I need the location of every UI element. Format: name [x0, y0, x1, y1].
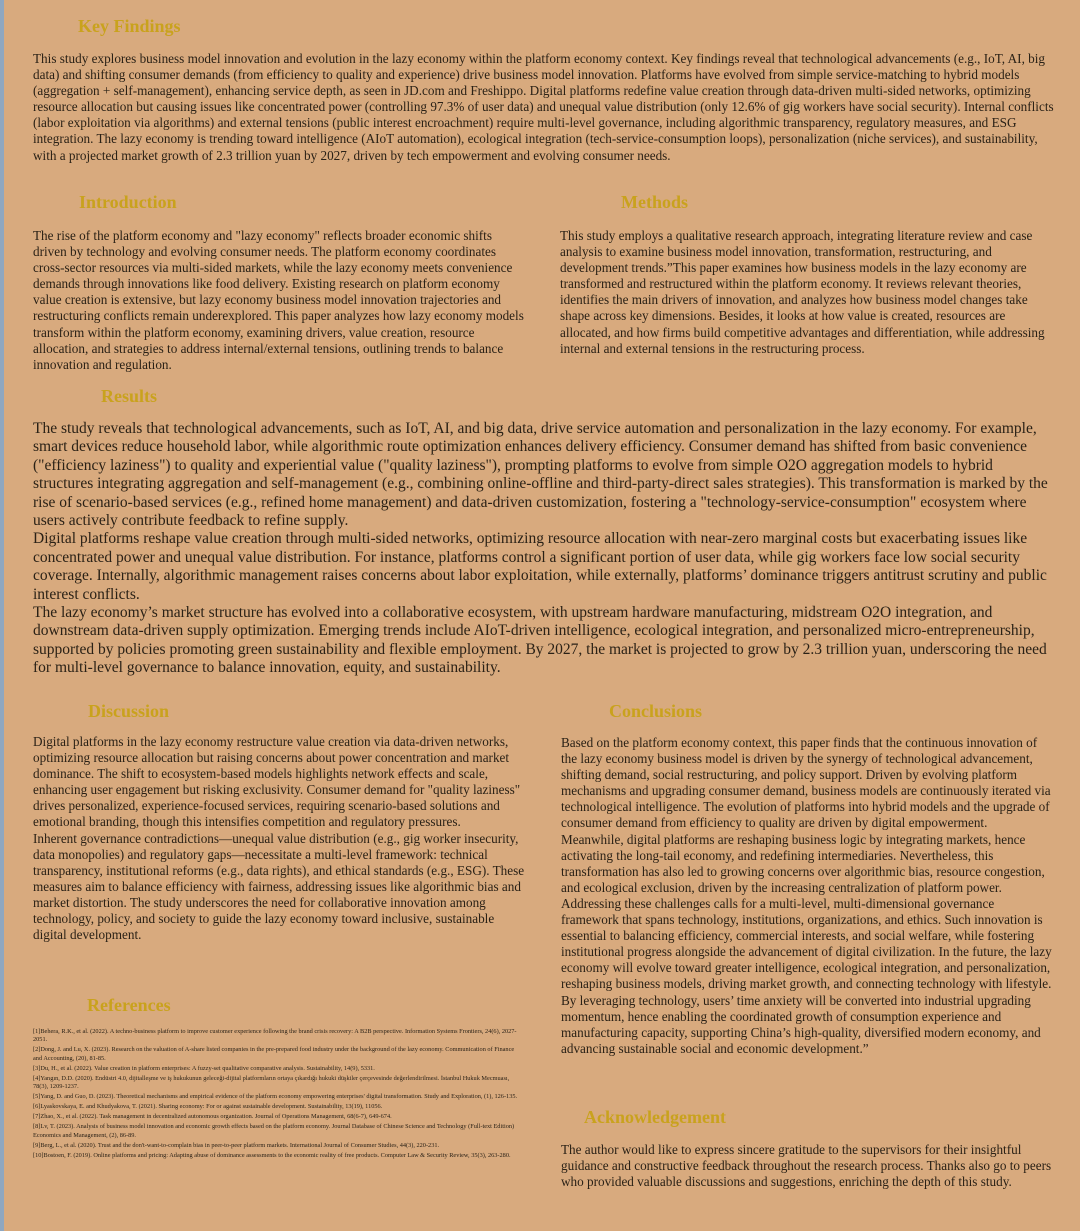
- key-findings-text: This study explores business model innovation and evolution in the lazy economy within the platform economy context. Key findings reveal that technological advancements (e.g., IoT, AI, big data) and shifting consumer demands (from efficiency to quality and experience) drive business model innovation. Platforms have evolved from simple service-matching to hybrid models (aggregation + self-management), enhancing service depth, as seen in JD.com and Freshippo. Digital platforms redefine value creation through data-driven multi-sided networks, optimizing resource allocation but causing issues like concentrated power (controlling 97.3% of user data) and unequal value distribution (only 12.6% of gig workers have social security). Internal conflicts (labor exploitation via algorithms) and external tensions (public interest encroachment) require multi-level governance, including algorithmic transparency, regulatory measures, and ESG integration. The lazy economy is trending toward intelligence (AIoT automation), ecological integration (tech-service-consumption loops), personalization (niche services), and sustainability, with a projected market growth of 2.3 trillion yuan by 2027, driven by tech empowerment and evolving consumer needs.: [33, 51, 1054, 163]
- discussion-paragraph: Digital platforms in the lazy economy restructure value creation via data-driven networks, optimizing resource allocation but raising concerns about power concentration and market dominance. The shift to ecosystem-based models highlights network effects and scale, enhancing user engagement but risking exclusivity. Consumer demand for "quality laziness" drives personalized, experience-focused services, requiring scenario-based solutions and emotional branding, though this intensifies competition and regulatory pressures.: [33, 734, 521, 830]
- methods-heading: Methods: [621, 192, 688, 212]
- reference-item: [2]Dong, J. and Lu, X. (2023). Research on the valuation of A-share listed companies in the pre-prepared food industry under the background of the lazy economy. Communication of Finance and Accounting, (20), 81-85.: [33, 1046, 515, 1062]
- reference-item: [8]Lv, T. (2023). Analysis of business model innovation and economic growth effects based on the platform economy. Journal Database of Chinese Science and Technology (Full-text Edition) Economics and Management, (2), 86-89.: [33, 1123, 515, 1139]
- results-paragraph: The study reveals that technological advancements, such as IoT, AI, and big data, drive service automation and personalization in the lazy economy. For example, smart devices reduce household labor, while algorithmic route optimization enhances delivery efficiency. Consumer demand has shifted from basic convenience ("efficiency laziness") to quality and experiential value ("quality laziness"), prompting platforms to evolve from simple O2O aggregation models to hybrid structures integrating aggregation and self-management (e.g., combining online-offline and third-party-direct sales strategies). This transformation is marked by the rise of scenario-based services (e.g., refined home management) and data-driven customization, fostering a "technology-service-consumption" ecosystem where users actively contribute feedback to refine supply.: [33, 420, 1048, 530]
- acknowledgement-text: The author would like to express sincere gratitude to the supervisors for their insightful guidance and constructive feedback throughout the research process. Thanks also go to peers who provided valuable discussions and suggestions, enriching the depth of this study.: [561, 1142, 1052, 1190]
- conclusions-heading: Conclusions: [609, 701, 703, 721]
- results-text: [33, 420, 1057, 678]
- key-findings-heading: Key Findings: [78, 16, 181, 36]
- references-heading: References: [87, 995, 171, 1015]
- introduction-text: The rise of the platform economy and "lazy economy" reflects broader economic shifts driven by technology and evolving consumer needs. The platform economy coordinates cross-sector resources via multi-sided markets, while the lazy economy meets convenience demands through innovations like food delivery. Existing research on platform economy value creation is extensive, but lazy economy business model innovation trajectories and restructuring conflicts remain underexplored. This paper analyzes how lazy economy models transform within the platform economy, examining drivers, value creation, resource allocation, and strategies to address internal/external tensions, outlining trends to balance innovation and regulation.: [33, 228, 524, 372]
- reference-item: [10]Bostoen, F. (2019). Online platforms and pricing: Adapting abuse of dominance assessments to the economic reality of free products. Computer Law & Security Review, 35(3), 263-280.: [33, 1151, 511, 1159]
- conclusions-text: Based on the platform economy context, this paper finds that the continuous innovation of the lazy economy business model is driven by the synergy of technological advancement, shifting demand, social restructuring, and policy support. Driven by evolving platform mechanisms and upgrading consumer demand, business models are continuously iterated via technological intelligence. The evolution of platforms into hybrid models and the upgrade of consumer demand from efficiency to quality are driven by digital empowerment. Meanwhile, digital platforms are reshaping business logic by integrating markets, hence activating the long-tail economy, and redefining intermediaries. Nevertheless, this transformation has also led to growing concerns over algorithmic bias, resource congestion, and ecological exclusion, driven by the increasing centralization of platform power. Addressing these challenges calls for a multi-level, multi-dimensional governance framework that spans technology, institutions, organizations, and ethics. Such innovation is essential to balancing efficiency, commercial interests, and social welfare, while fostering institutional progress alongside the advancement of digital civilization. In the future, the lazy economy will evolve toward greater intelligence, ecological integration, and personalization, reshaping business models, driving market growth, and connecting technology with lifestyle. By leveraging technology, users’ time anxiety will be converted into industrial upgrading momentum, hence enabling the coordinated growth of consumption experience and manufacturing capacity, supporting China’s high-quality, diversified modern economy, and advancing sustainable social and economic development.”: [561, 735, 1052, 1056]
- acknowledgement-heading: Acknowledgement: [584, 1107, 726, 1127]
- reference-item: [7]Zhao, X., et al. (2022). Task management in decentralized autonomous organization. Journal of Operations Management, 68(6-7), 649-674.: [33, 1113, 392, 1121]
- reference-item: [9]Berg, L., et al. (2020). Trust and the don't-want-to-complain bias in peer-to-peer platform markets. International Journal of Consumer Studies, 44(3), 220-231.: [33, 1141, 440, 1149]
- reference-item: [4]Yangın, D.D. (2020). Endüstri 4.0, dijitalleşme ve iş hukukunun geleceği-dijital platformların ortaya çıkardığı hukuki düşkiler çerçevesinde değerlendirilmesi. İstanbul Hukuk Mecmuası, 78(3), 1209-1237.: [33, 1074, 510, 1091]
- reference-item: [6]Lyaskovskaya, E. and Khudyakova, T. (2021). Sharing economy: For or against sustainable development. Sustainability, 13(19), 11056.: [33, 1103, 383, 1111]
- results-paragraph: The lazy economy’s market structure has evolved into a collaborative ecosystem, with upstream hardware manufacturing, midstream O2O integration, and downstream data-driven supply optimization. Emerging trends include AIoT-driven intelligence, ecological integration, and personalized micro-entrepreneurship, supported by policies promoting green sustainability and flexible employment. By 2027, the market is projected to grow by 2.3 trillion yuan, underscoring the need for multi-level governance to balance innovation, equity, and sustainability.: [33, 604, 1047, 677]
- introduction-heading: Introduction: [79, 192, 177, 212]
- results-heading: Results: [101, 386, 158, 406]
- methods-text: This study employs a qualitative research approach, integrating literature review and case analysis to examine business model innovation, transformation, restructuring, and development trends.”This paper examines how business models in the lazy economy are transformed and restructured within the platform economy. It reviews relevant theories, identifies the main drivers of innovation, and analyzes how business model changes take shape across key dimensions. Besides, it looks at how value is created, resources are allocated, and how firms build competitive advantages and differentiation, while addressing internal and external tensions in the restructuring process.: [560, 228, 1045, 356]
- reference-item: [3]Du, H., et al. (2022). Value creation in platform enterprises: A fuzzy-set qualitative comparative analysis. Sustainability, 14(9), 5331.: [33, 1064, 375, 1072]
- left-edge-strip: [0, 0, 4, 1231]
- references-list: [33, 1028, 518, 1162]
- discussion-heading: Discussion: [88, 701, 170, 721]
- reference-item: [5]Yang, D. and Guo, D. (2023). Theoretical mechanisms and empirical evidence of the platform economy empowering enterprises' digital transformation. Study and Exploration, (1), 126-135.: [33, 1093, 518, 1101]
- results-paragraph: Digital platforms reshape value creation through multi-sided networks, optimizing resource allocation with near-zero marginal costs but exacerbating issues like concentrated power and unequal value distribution. For instance, platforms control a significant portion of user data, while gig workers face low social security coverage. Internally, algorithmic management raises concerns about labor exploitation, while externally, platforms’ dominance triggers antitrust scrutiny and public interest conflicts.: [33, 530, 1047, 603]
- discussion-paragraph: Inherent governance contradictions—unequal value distribution (e.g., gig worker insecurity, data monopolies) and regulatory gaps—necessitate a multi-level framework: technical transparency, institutional reforms (e.g., data rights), and ethical standards (e.g., ESG). These measures aim to balance efficiency with fairness, addressing issues like algorithmic bias and market distortion. The study underscores the need for collaborative innovation among technology, policy, and society to guide the lazy economy toward inclusive, sustainable digital development.: [33, 830, 525, 943]
- reference-item: [1]Behera, R.K., et al. (2022). A techno-business platform to improve customer experience following the brand crisis recovery: A B2B perspective. Information Systems Frontiers, 24(6), 2027-2051.: [33, 1028, 517, 1044]
- discussion-text: [33, 734, 525, 943]
